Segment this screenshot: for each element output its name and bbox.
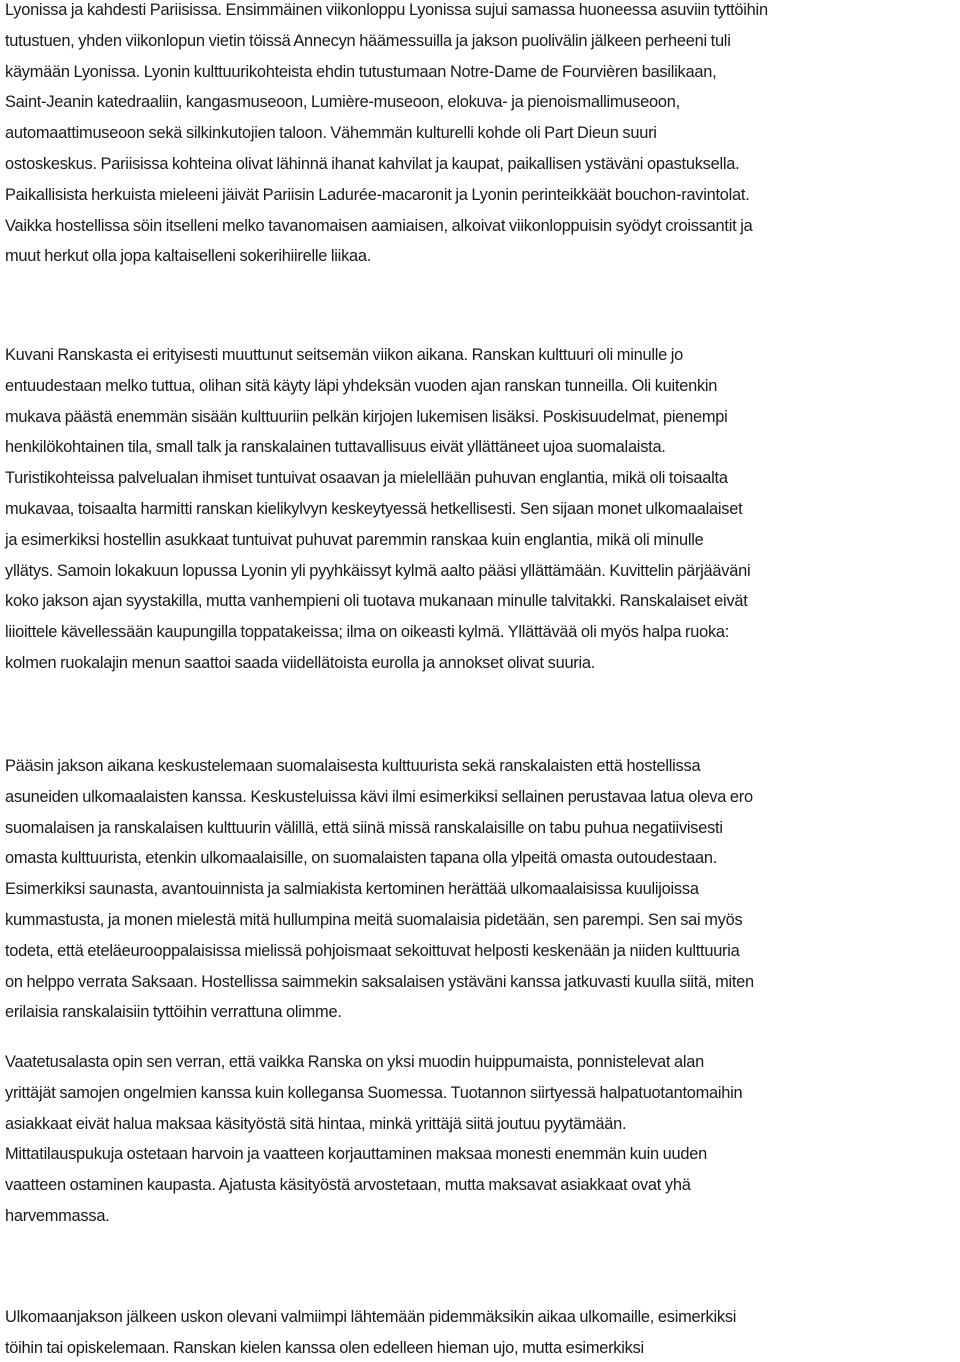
paragraph-after-exchange [5,1302,959,1362]
paragraph-image-of-france [5,340,959,679]
text-line: liioittele kävellessään kaupungilla toppatakeissa; ilma on oikeasti kylmä. Yllättävää oli myös halpa ruoka: [5,623,730,642]
text-line: mukava päästä enemmän sisään kulttuuriin pelkän kirjojen lukemisen lisäksi. Poskisuudelmat, pienempi [5,407,728,426]
text-line: muut herkut olla jopa kaltaiselleni sokerihiirelle liikaa. [5,247,372,266]
text-line: yrittäjät samojen ongelmien kanssa kuin kollegansa Suomessa. Tuotannon siirtyessä halpatuotantomaihin [5,1083,743,1102]
text-line: Ulkomaanjakson jälkeen uskon olevani valmiimpi lähtemään pidemmäksikin aikaa ulkomaille, esimerkiksi [5,1308,737,1326]
text-line: vaatteen ostaminen kaupasta. Ajatusta käsityöstä arvostetaan, mutta maksavat asiakkaat ovat yhä [5,1176,691,1195]
text-line: käymään Lyonissa. Lyonin kulttuurikohteista ehdin tutustumaan Notre-Dame de Fourvièren basilikaan, [5,62,717,81]
text-line: asiakkaat eivät halua maksaa käsityöstä sitä hintaa, minkä yrittäjä siitä joutuu pyytämään. [5,1114,627,1133]
text-line: ostoskeskus. Pariisissa kohteina olivat lähinnä ihanat kahvilat ja kaupat, paikallisen ystäväni opastuksella. [5,154,740,173]
text-line: Pääsin jakson aikana keskustelemaan suomalaisesta kulttuurista sekä ranskalaisten että hostellissa [5,757,701,775]
text-line: Kuvani Ranskasta ei erityisesti muuttunut seitsemän viikon aikana. Ranskan kulttuuri oli minulle jo [5,346,684,364]
paragraph-clothing-industry [5,1047,959,1232]
text-line: koko jakson ajan syystakilla, mutta vanhempieni oli tuotava mukanaan minulle talvitakki. Ranskalaiset eivät [5,592,748,611]
text-line: Esimerkiksi saunasta, avantouinnista ja salmiakista kertominen herättää ulkomaalaisissa kuulijoissa [5,880,699,899]
text-line: kummastusta, ja monen mielestä mitä hullumpina meitä suomalaisia pidetään, sen parempi. Sen sai myös [5,910,743,929]
text-line: suomalaisen ja ranskalaisen kulttuurin välillä, että siinä missä ranskalaisille on tabu puhua negatiivisesti [5,818,723,837]
text-line: Turistikohteissa palvelualan ihmiset tuntuivat osaavan ja mielellään puhuvan englantia, mikä oli toisaalta [5,469,728,488]
text-line: Lyonissa ja kahdesti Pariisissa. Ensimmäinen viikonloppu Lyonissa sujui samassa huoneessa asuviin tyttöihin [5,1,768,19]
paragraph-finnish-culture [5,751,959,1028]
text-line: omasta kulttuurista, etenkin ulkomaalaisille, on suomalaisten tapana olla ylpeitä omasta outoudestaan. [5,849,718,868]
text-line: Saint-Jeanin katedraaliin, kangasmuseoon, Lumière-museoon, elokuva- ja pienoismallimuseoon, [5,93,680,112]
text-line: on helppo verrata Saksaan. Hostellissa saimmekin saksalaisen ystäväni kanssa jatkuvasti kuulla siitä, miten [5,972,754,991]
text-line: yllätys. Samoin lokakuun lopussa Lyonin yli pyyhkäissyt kylmä aalto pääsi yllättämään. Kuvittelin pärjääväni [5,561,751,580]
text-line: entuudestaan melko tuttua, olihan sitä käyty läpi yhdeksän vuoden ajan ranskan tunneilla. Oli kuitenkin [5,376,718,395]
text-line: kolmen ruokalajin menun saattoi saada viidellätoista eurolla ja annokset olivat suuria. [5,653,596,672]
text-line: henkilökohtainen tila, small talk ja ranskalainen tuttavallisuus eivät yllättäneet ujoa suomalaista. [5,438,666,457]
text-line: automaattimuseoon sekä silkinkutojien taloon. Vähemmän kulturelli kohde oli Part Dieun suuri [5,124,657,143]
text-line: harvemmassa. [5,1206,110,1225]
text-line: Mittatilauspukuja ostetaan harvoin ja vaatteen korjauttaminen maksaa monesti enemmän kuin uuden [5,1145,707,1164]
paragraph-travel-sights [5,0,959,272]
text-line: asuneiden ulkomaalaisten kanssa. Keskusteluissa kävi ilmi esimerkiksi sellainen perustavaa latua oleva ero [5,787,753,806]
text-line: tutustuen, yhden viikonlopun vietin töissä Annecyn häämessuilla ja jakson puolivälin jälkeen perheeni tuli [5,31,731,50]
text-line: mukavaa, toisaalta harmitti ranskan kielikylvyn keskeytyessä hetkellisesti. Sen sijaan monet ulkomaalaiset [5,499,743,518]
text-line: erilaisia ranskalaisiin tyttöihin verrattuna olimme. [5,1003,342,1022]
text-line: todeta, että eteläeurooppalaisissa mielissä pohjoismaat sekoittuvat helposti keskenään ja niiden kulttuuria [5,941,740,960]
text-line: Vaikka hostellissa söin itselleni melko tavanomaisen aamiaisen, alkoivat viikonloppuisin syödyt croissantit ja [5,216,753,235]
text-line: Paikallisista herkuista mieleeni jäivät Pariisin Ladurée-macaronit ja Lyonin perinteikkäät bouchon-ravintolat. [5,185,750,204]
text-line: Vaatetusalasta opin sen verran, että vaikka Ranska on yksi muodin huippumaista, ponnistelevat alan [5,1053,705,1071]
text-line: töihin tai opiskelemaan. Ranskan kielen kanssa olen edelleen hieman ujo, mutta esimerkiksi [5,1338,644,1357]
text-line: ja esimerkiksi hostellin asukkaat tuntuivat puhuvat paremmin ranskaa kuin englantia, mikä oli minulle [5,530,704,549]
